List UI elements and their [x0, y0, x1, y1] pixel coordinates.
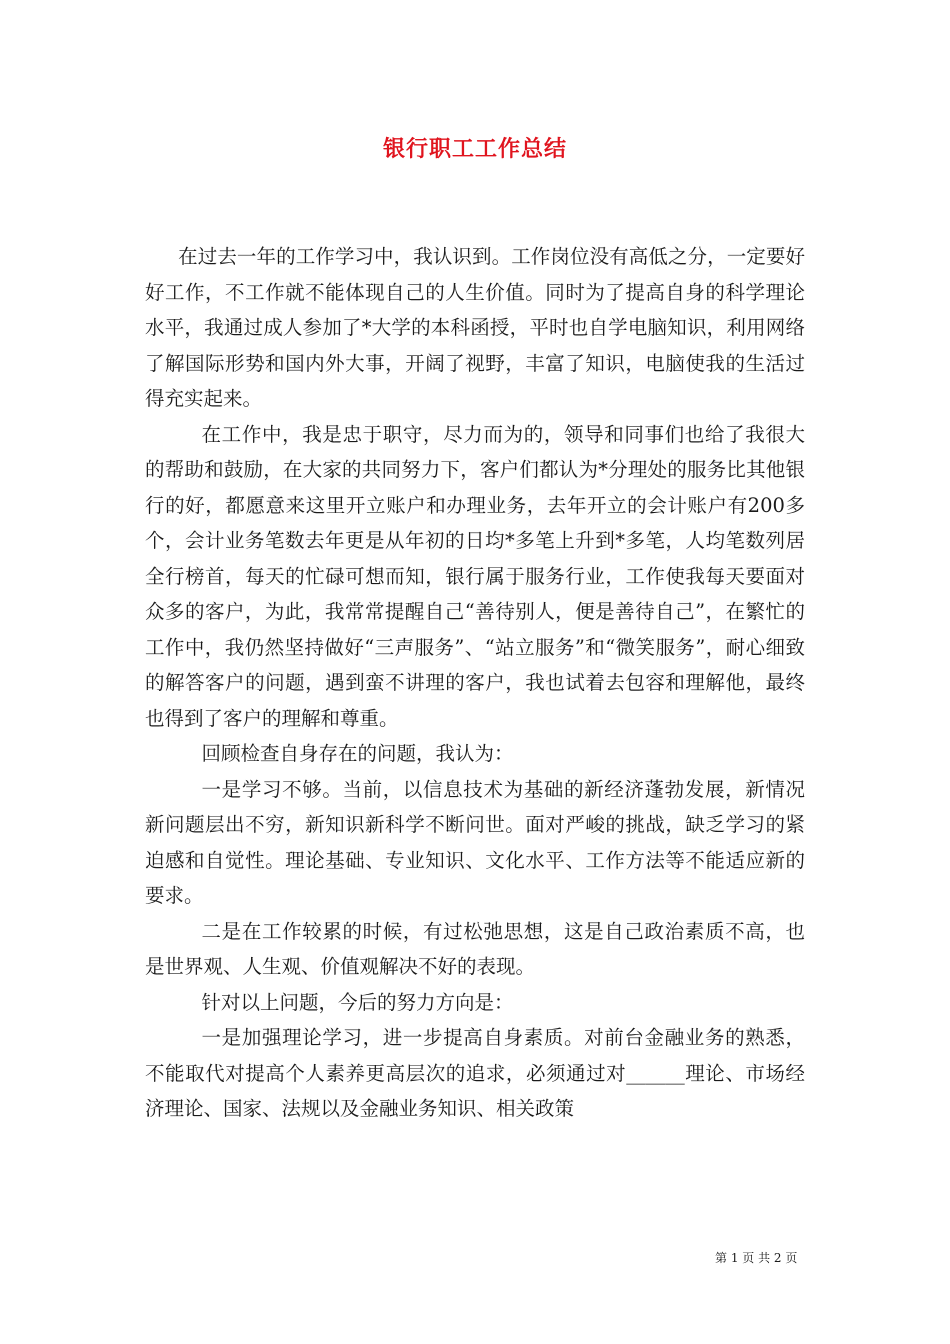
paragraph-6: 针对以上问题，今后的努力方向是：: [201, 990, 514, 1014]
document-body: [145, 239, 805, 1127]
paragraph-3: 回顾检查自身存在的问题，我认为：: [201, 742, 514, 765]
page-number-footer: 第 1 页 共 2 页: [715, 1251, 798, 1265]
paragraph-7: 一是加强理论学习，进一步提高自身素质。对前台金融业务的熟悉，不能取代对提高个人素养更高层次的追求，必须通过对______理论、市场经济理论、国家、法规以及金融业务知识、相关政策: [145, 1026, 805, 1120]
paragraph-1: 在过去一年的工作学习中，我认识到。工作岗位没有高低之分，一定要好好工作，不工作就不能体现自己的人生价值。同时为了提高自身的科学理论水平，我通过成人参加了*大学的本科函授，平时也自学电脑知识，利用网络了解国际形势和国内外大事，开阔了视野，丰富了知识，电脑使我的生活过得充实起来。: [145, 245, 805, 410]
paragraph-5: 二是在工作较累的时候，有过松弛思想，这是自己政治素质不高，也是世界观、人生观、价值观解决不好的表现。: [145, 919, 805, 978]
paragraph-4: 一是学习不够。当前，以信息技术为基础的新经济蓬勃发展，新情况新问题层出不穷，新知识新科学不断问世。面对严峻的挑战，缺乏学习的紧迫感和自觉性。理论基础、专业知识、文化水平、工作方法等不能适应新的要求。: [145, 777, 805, 907]
paragraph-2: 在工作中，我是忠于职守，尽力而为的，领导和同事们也给了我很大的帮助和鼓励，在大家的共同努力下，客户们都认为*分理处的服务比其他银行的好，都愿意来这里开立账户和办理业务，去年开立的会计账户有200多个，会计业务笔数去年更是从年初的日均*多笔上升到*多笔，人均笔数列居全行榜首，每天的忙碌可想而知，银行属于服务行业，工作使我每天要面对众多的客户，为此，我常常提醒自己“善待别人，便是善待自己”，在繁忙的工作中，我仍然坚持做好“三声服务”、“站立服务”和“微笑服务”，耐心细致的解答客户的问题，遇到蛮不讲理的客户，我也试着去包容和理解他，最终也得到了客户的理解和尊重。: [145, 422, 805, 730]
document-title: 银行职工工作总结: [382, 137, 567, 162]
